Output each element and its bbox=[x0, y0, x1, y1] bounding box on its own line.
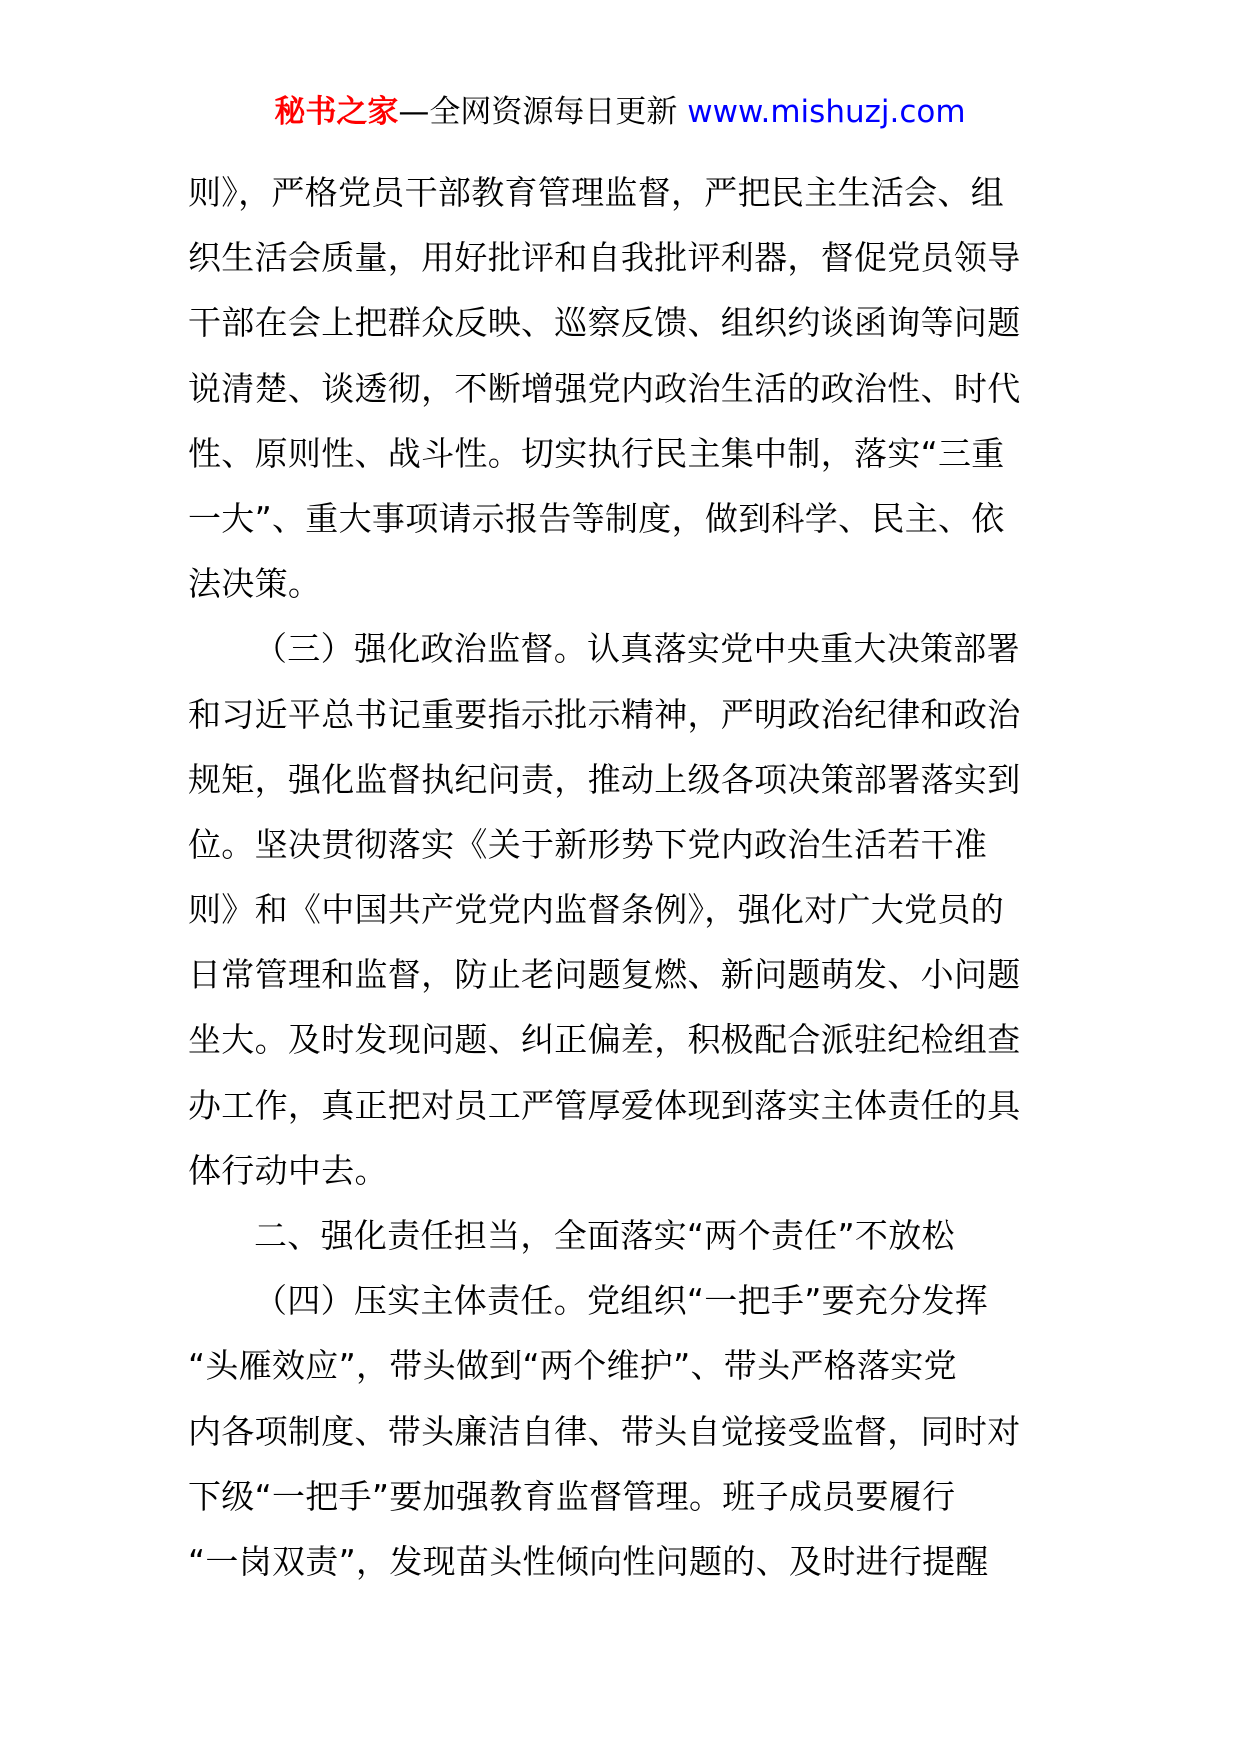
text-line: 则》，严格党员干部教育管理监督，严把民主生活会、组 bbox=[188, 173, 1004, 212]
text-line: 日常管理和监督，防止老问题复燃、新问题萌发、小问题 bbox=[188, 955, 1021, 995]
text-line: 坐大。及时发现问题、纠正偏差，积极配合派驻纪检组查 bbox=[188, 1020, 1021, 1060]
text-line: 体行动中去。 bbox=[188, 1150, 388, 1190]
paragraph-start-line: （三）强化政治监督。认真落实党中央重大决策部署 bbox=[254, 629, 1020, 669]
text-line: 法决策。 bbox=[188, 564, 322, 604]
text-line: 办工作，真正把对员工严管厚爱体现到落实主体责任的具 bbox=[188, 1085, 1021, 1125]
text-line: “一岗双责”，发现苗头性倾向性问题的、及时进行提醒 bbox=[188, 1541, 989, 1581]
site-header bbox=[0, 92, 1240, 132]
paragraph-start-line: （四）压实主体责任。党组织“一把手”要充分发挥 bbox=[254, 1281, 989, 1321]
text-line: 织生活会质量，用好批评和自我批评利器，督促党员领导 bbox=[188, 238, 1021, 278]
text-line: 说清楚、谈透彻，不断增强党内政治生活的政治性、时代 bbox=[188, 368, 1021, 408]
site-url[interactable]: www.mishuzj.com bbox=[687, 94, 966, 130]
text-line: 则》和《中国共产党党内监督条例》，强化对广大党员的 bbox=[188, 890, 1004, 930]
text-line: 干部在会上把群众反映、巡察反馈、组织约谈函询等问题 bbox=[188, 303, 1021, 343]
text-line: “头雁效应”，带头做到“两个维护”、带头严格落实党 bbox=[188, 1346, 957, 1386]
text-line: 内各项制度、带头廉洁自律、带头自觉接受监督，同时对 bbox=[188, 1411, 1021, 1451]
text-line: 下级“一把手”要加强教育监督管理。班子成员要履行 bbox=[188, 1476, 956, 1516]
document-body bbox=[188, 160, 1058, 1594]
text-line: 规矩，强化监督执纪问责，推动上级各项决策部署落实到 bbox=[188, 759, 1021, 799]
text-line: 和习近平总书记重要指示批示精神，严明政治纪律和政治 bbox=[188, 694, 1021, 734]
text-line: 一大”、重大事项请示报告等制度，做到科学、民主、依 bbox=[188, 498, 1005, 538]
header-slogan: —全网资源每日更新 bbox=[398, 94, 678, 130]
text-line: 位。坚决贯彻落实《关于新形势下党内政治生活若干准 bbox=[188, 824, 988, 864]
section-heading: 二、强化责任担当，全面落实“两个责任”不放松 bbox=[254, 1216, 955, 1255]
text-line: 性、原则性、战斗性。切实执行民主集中制，落实“三重 bbox=[188, 433, 1005, 473]
brand-name: 秘书之家 bbox=[274, 94, 399, 130]
